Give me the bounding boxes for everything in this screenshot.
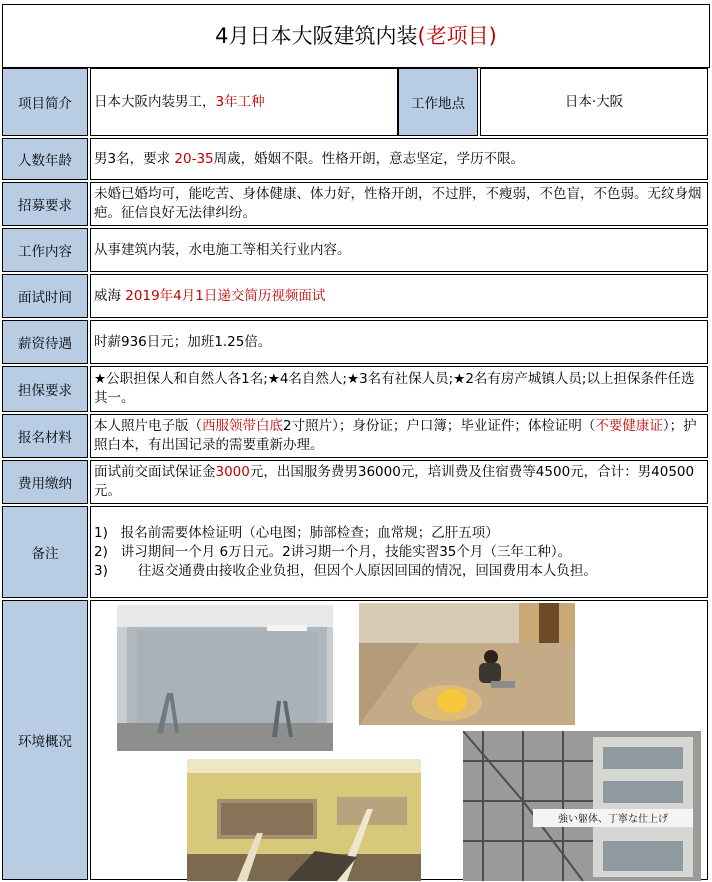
row-recruit — [2, 182, 710, 226]
value-location: 日本·大阪 — [480, 68, 708, 136]
row-env — [2, 600, 710, 880]
note-line-3: 3) 往返交通费由接收企业负担，但因个人原因回国的情况，回国费用本人负担。 — [94, 562, 597, 579]
label-location: 工作地点 — [398, 68, 478, 136]
info-table — [2, 68, 710, 880]
row-people — [2, 138, 710, 180]
value-recruit: 未婚已婚均可，能吃苦、身体健康、体力好，性格开朗，不过胖，不瘦弱，不色盲，不色弱。无纹身烟疤。征信良好无法律纠纷。 — [90, 182, 708, 226]
row-intro — [2, 68, 710, 136]
title-main: 4月日本大阪建筑内装 — [215, 24, 418, 48]
row-interview — [2, 274, 710, 318]
label-guarantee: 担保要求 — [2, 366, 88, 412]
label-notes: 备注 — [2, 506, 88, 598]
row-salary — [2, 320, 710, 364]
value-env — [90, 600, 708, 880]
label-materials: 报名材料 — [2, 414, 88, 458]
value-materials: 本人照片电子版（西服领带白底2寸照片）；身份证；户口簿；毕业证件；体检证明（不要健康证）；护照白本，有出国记录的需要重新办理。 — [90, 414, 708, 458]
value-salary: 时薪936日元；加班1.25倍。 — [90, 320, 708, 364]
label-work: 工作内容 — [2, 228, 88, 272]
row-guarantee — [2, 366, 710, 412]
label-recruit: 招募要求 — [2, 182, 88, 226]
label-env: 环境概况 — [2, 600, 88, 880]
site-photo-4 — [463, 731, 701, 881]
label-people: 人数年龄 — [2, 138, 88, 180]
value-guarantee: ★公职担保人和自然人各1名;★4名自然人;★3名有社保人员;★2名有房产城镇人员;以上担保条件任选其一。 — [90, 366, 708, 412]
site-photo-1 — [117, 605, 333, 751]
row-work — [2, 228, 710, 272]
site-photo-3 — [187, 759, 421, 881]
value-work: 从事建筑内装，水电施工等相关行业内容。 — [90, 228, 708, 272]
label-salary: 薪资待遇 — [2, 320, 88, 364]
value-intro: 日本大阪内装男工，3年工种 — [90, 68, 398, 136]
title-tag: (老项目) — [417, 24, 497, 48]
banner-text: 強い躯体、丁寧な仕上げ — [558, 814, 668, 825]
label-interview: 面试时间 — [2, 274, 88, 318]
label-intro: 项目简介 — [2, 68, 88, 136]
value-fees: 面试前交面试保证金3000元，出国服务费男36000元，培训费及住宿费等4500元，合计：男40500元。 — [90, 460, 708, 504]
value-notes — [90, 506, 708, 598]
row-materials — [2, 414, 710, 458]
row-fees — [2, 460, 710, 504]
page-title — [2, 4, 710, 68]
note-line-1: 1) 报名前需要体检证明（心电图；肺部检查；血常规；乙肝五项） — [94, 524, 499, 541]
site-photo-2 — [359, 603, 575, 725]
label-fees: 费用缴纳 — [2, 460, 88, 504]
value-interview: 威海 2019年4月1日递交简历视频面试 — [90, 274, 708, 318]
note-line-2: 2) 讲习期间一个月 6万日元。2讲习期一个月，技能实習35个月（三年工种）。 — [94, 543, 572, 560]
row-notes — [2, 506, 710, 598]
value-people: 男3名，要求 20-35周歲，婚姻不限。性格开朗，意志坚定，学历不限。 — [90, 138, 708, 180]
